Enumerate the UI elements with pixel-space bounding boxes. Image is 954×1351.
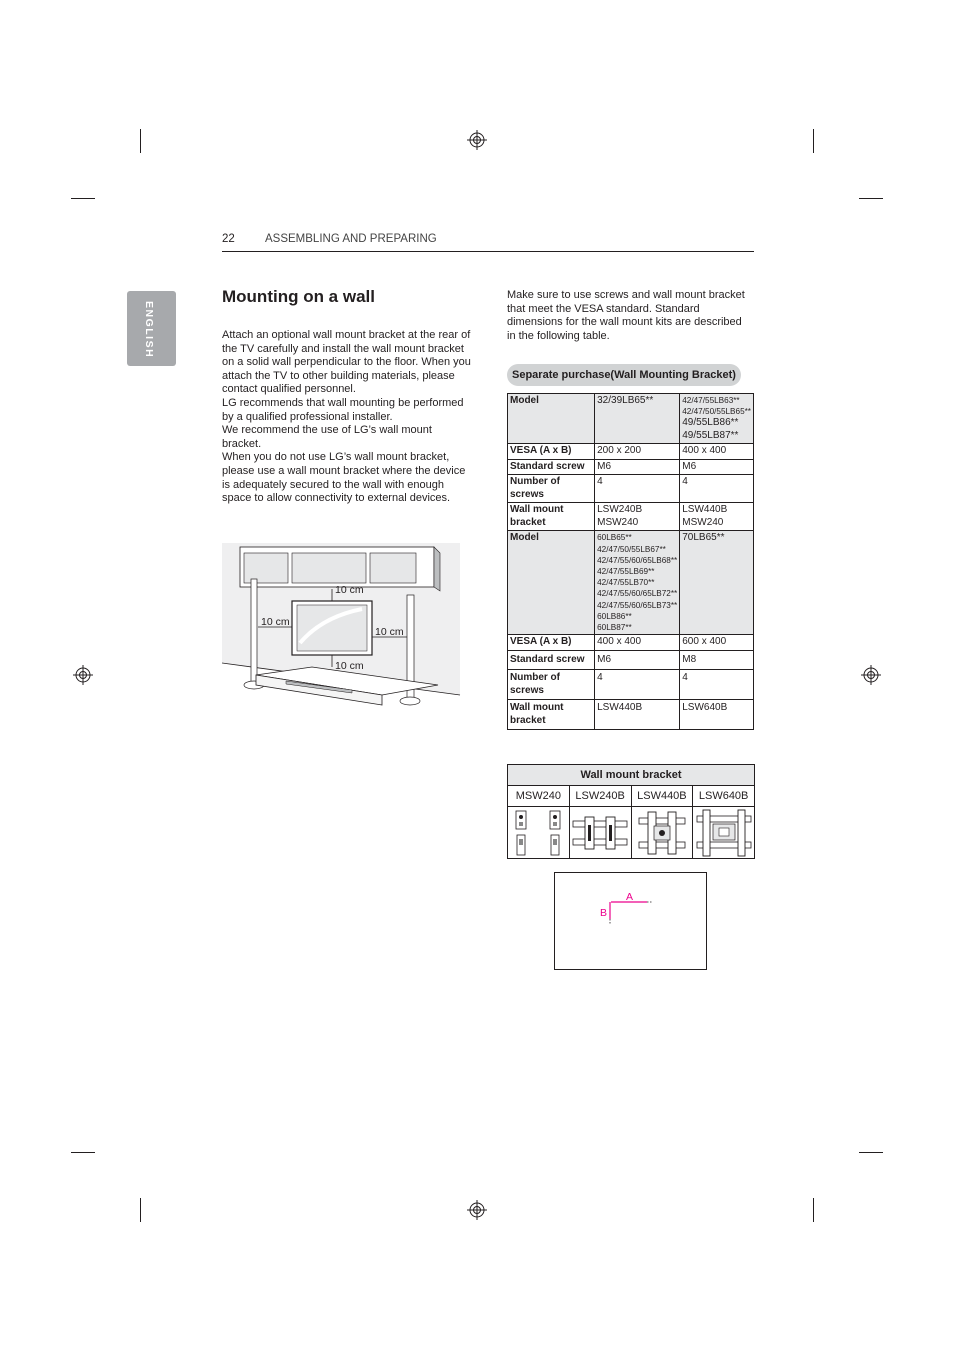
row-label: VESA (A x B) bbox=[508, 635, 595, 651]
clearance-label-right: 10 cm bbox=[375, 626, 404, 638]
model-value: 49/55LB86** bbox=[682, 417, 739, 429]
lsw240b-bracket-image bbox=[570, 807, 632, 858]
table-row bbox=[508, 444, 754, 460]
crop-mark bbox=[859, 198, 883, 199]
purchase-label: Separate purchase(Wall Mounting Bracket) bbox=[507, 364, 741, 386]
crop-mark bbox=[859, 1152, 883, 1153]
row-label: Number of screws bbox=[508, 475, 595, 503]
table-row bbox=[508, 503, 754, 531]
paragraph: When you do not use LG’s wall mount bracket, please use a wall mount bracket where the device is adequately secured to the wall with enough space to allow connectivity to external devices. bbox=[222, 451, 466, 505]
crop-mark bbox=[813, 129, 814, 153]
bracket-value: LSW440B bbox=[682, 504, 728, 516]
dimension-label-b: B bbox=[600, 907, 608, 919]
bracket-image-row bbox=[508, 807, 754, 858]
model-cell bbox=[595, 531, 680, 635]
registration-mark-icon bbox=[861, 665, 881, 685]
clearance-label-bottom: 10 cm bbox=[335, 660, 364, 672]
model-value: 42/47/50/55LB67** bbox=[597, 544, 666, 554]
crop-mark bbox=[71, 198, 95, 199]
language-label: ENGLISH bbox=[143, 301, 155, 359]
row-label: Model bbox=[508, 531, 595, 635]
row-label: Model bbox=[508, 394, 595, 444]
model-value: 42/47/55/60/65LB73** bbox=[597, 600, 678, 610]
table-row bbox=[508, 670, 754, 700]
table-cell: 4 bbox=[680, 670, 754, 700]
page-title: Mounting on a wall bbox=[222, 287, 375, 306]
header-divider bbox=[222, 251, 754, 252]
clearance-diagram bbox=[222, 543, 462, 708]
paragraph: Attach an optional wall mount bracket at the rear of the TV carefully and install the wall mount bracket on a solid wall perpendicular to the floor. When you attach the TV to other building materials, please contact qualified personnel. bbox=[222, 329, 471, 396]
table-row bbox=[508, 475, 754, 503]
vesa-dimension-diagram bbox=[554, 872, 707, 970]
model-value: 60LB86** bbox=[597, 611, 632, 621]
table-row bbox=[508, 700, 754, 730]
table-cell: 400 x 400 bbox=[680, 444, 754, 460]
bracket-name: MSW240 bbox=[508, 786, 570, 807]
paragraph: We recommend the use of LG’s wall mount bracket. bbox=[222, 424, 432, 450]
page-number: 22 bbox=[222, 233, 235, 245]
crop-mark bbox=[140, 1198, 141, 1222]
table-row bbox=[508, 635, 754, 651]
row-label: VESA (A x B) bbox=[508, 444, 595, 460]
model-value: 60LB87** bbox=[597, 623, 632, 633]
table-cell: M8 bbox=[680, 650, 754, 670]
table-cell: LSW440B bbox=[595, 700, 680, 730]
table-cell: 4 bbox=[595, 670, 680, 700]
bracket-table bbox=[507, 764, 755, 859]
bracket-value: MSW240 bbox=[682, 516, 724, 528]
table-row bbox=[508, 394, 754, 444]
table-cell: 600 x 400 bbox=[680, 635, 754, 651]
bracket-name: LSW240B bbox=[570, 786, 632, 807]
bracket-table-title: Wall mount bracket bbox=[508, 765, 754, 786]
dimension-label-a: A bbox=[626, 891, 634, 903]
table-cell: 4 bbox=[680, 475, 754, 503]
table-cell: M6 bbox=[595, 650, 680, 670]
row-label: Standard screw bbox=[508, 459, 595, 475]
clearance-label-left: 10 cm bbox=[261, 616, 290, 628]
table-cell: 4 bbox=[595, 475, 680, 503]
model-value: 42/47/55/60/65LB72** bbox=[597, 589, 678, 599]
bracket-value: LSW240B bbox=[597, 504, 643, 516]
model-value: 32/39LB65** bbox=[597, 395, 654, 406]
model-value: 49/55LB87** bbox=[682, 429, 739, 441]
table-cell: 200 x 200 bbox=[595, 444, 680, 460]
table-row bbox=[508, 531, 754, 635]
clearance-label-top: 10 cm bbox=[335, 584, 364, 596]
model-value: 42/47/55LB70** bbox=[597, 578, 655, 588]
table-cell: M6 bbox=[680, 459, 754, 475]
row-label: Standard screw bbox=[508, 650, 595, 670]
table-cell bbox=[595, 503, 680, 531]
model-cell bbox=[595, 394, 680, 444]
model-value: 42/47/55LB69** bbox=[597, 567, 655, 577]
section-title: ASSEMBLING AND PREPARING bbox=[265, 233, 437, 245]
language-tab bbox=[127, 291, 176, 366]
row-label: Wall mount bracket bbox=[508, 700, 595, 730]
table-cell: 400 x 400 bbox=[595, 635, 680, 651]
row-label: Number of screws bbox=[508, 670, 595, 700]
bracket-value: MSW240 bbox=[597, 516, 639, 528]
table-cell: M6 bbox=[595, 459, 680, 475]
msw240-bracket-image bbox=[508, 807, 570, 858]
vesa-intro: Make sure to use screws and wall mount bracket that meet the VESA standard. Standard dimensions for the wall mount kits are described in the following table. bbox=[507, 289, 745, 342]
table-cell bbox=[680, 503, 754, 531]
bracket-name-row bbox=[508, 786, 754, 807]
model-value: 42/47/50/55LB65** bbox=[682, 407, 751, 417]
crop-mark bbox=[813, 1198, 814, 1222]
registration-mark-icon bbox=[467, 130, 487, 150]
registration-mark-icon bbox=[467, 1200, 487, 1220]
model-value: 42/47/55/60/65LB68** bbox=[597, 555, 678, 565]
paragraph: LG recommends that wall mounting be performed by a qualified professional installer. bbox=[222, 396, 464, 423]
bracket-name: LSW640B bbox=[693, 786, 754, 807]
lsw440b-bracket-image bbox=[632, 807, 694, 858]
table-row bbox=[508, 650, 754, 670]
model-value: 42/47/55LB63** bbox=[682, 396, 740, 405]
instructions bbox=[222, 329, 472, 506]
registration-mark-icon bbox=[73, 665, 93, 685]
lsw640b-bracket-image bbox=[693, 807, 754, 858]
bracket-name: LSW440B bbox=[632, 786, 694, 807]
model-cell: 70LB65** bbox=[680, 531, 754, 635]
crop-mark bbox=[140, 129, 141, 153]
row-label: Wall mount bracket bbox=[508, 503, 595, 531]
spec-table bbox=[507, 393, 754, 730]
table-cell: LSW640B bbox=[680, 700, 754, 730]
model-cell bbox=[680, 394, 754, 444]
model-value: 60LB65** bbox=[597, 533, 632, 543]
table-row bbox=[508, 459, 754, 475]
crop-mark bbox=[71, 1152, 95, 1153]
